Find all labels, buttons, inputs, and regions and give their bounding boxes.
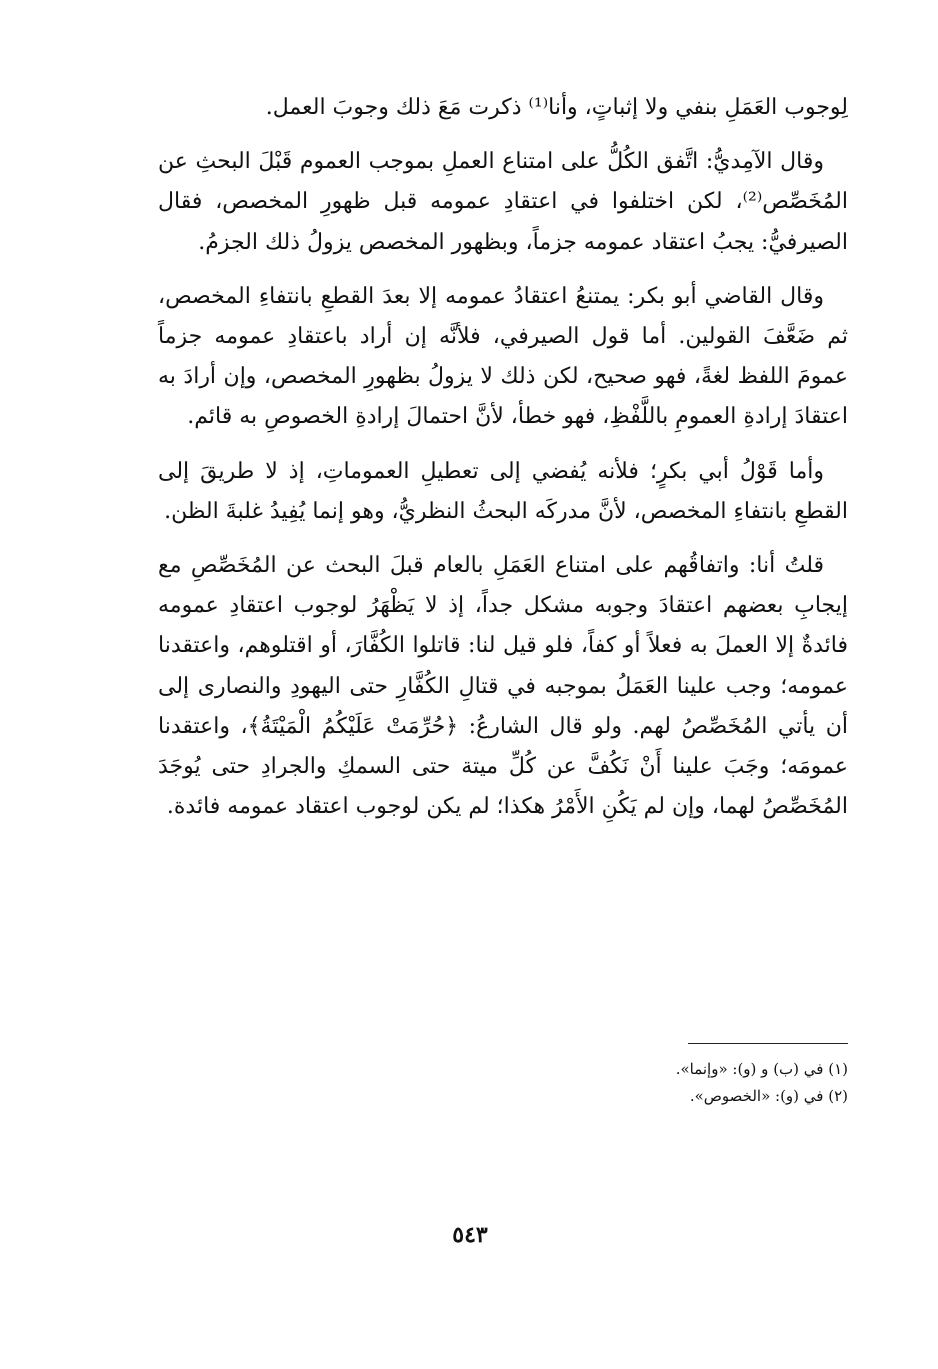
paragraph-5: قلتُ أنا: واتفاقُهم على امتناع العَمَلِ بالعام قبلَ البحث عن المُخَصِّصِ مع إيجابِ بعضهم اعتقادَ وجوبه مشكل جداً، إذ لا يَظْهَرُ لوجوب اعتقادِ عمومه فائدةٌ إلا العملَ به فعلاً أو كفاً، فلو قيل لنا: قاتلوا الكُفَّارَ، أو اقتلوهم، واعتقدنا عمومه؛ وجب علينا العَمَلُ بموجبه في قتالِ الكُفَّارِ حتى اليهودِ والنصارى إلى أن يأتي المُخَصِّصُ لهم. ولو قال الشارعُ: ﴿حُرِّمَتْ عَلَيْكُمُ الْمَيْتَةُ﴾، واعتقدنا عمومَه؛ وجَبَ علينا أَنْ نَكُفَّ عن كُلِّ ميتة حتى السمكِ والجرادِ حتى يُوجَدَ المُخَصِّصُ لهما، وإن لم يَكُنِ الأَمْرُ هكذا؛ لم يكن لوجوب اعتقاد عمومه فائدة. [158,553,848,820]
paragraph-2: وقال الآمِديُّ: اتَّفق الكُلُّ على امتناع العملِ بموجب العموم قَبْلَ البحثِ عن المُخَصِّص⁽²⁾، لكن اختلفوا في اعتقادِ عمومه قبل ظهورِ المخصص، فقال الصيرفيُّ: يجبُ اعتقاد عمومه جزماً، وبظهور المخصص يزولُ ذلك الجزمُ. [158,149,848,255]
footnote-2: (٢) في (و): «الخصوص». [689,1087,848,1105]
main-text [158,88,848,827]
footnote-divider [688,1043,848,1044]
page-number: ٥٤٣ [452,1222,488,1248]
paragraph-4: وأما قَوْلُ أبي بكرٍ؛ فلأنه يُفضي إلى تعطيلِ العموماتِ، إذ لا طريقَ إلى القطعِ بانتفاءِ المخصص، لأنَّ مدركَه البحثُ النظريُّ، وهو إنما يُفِيدُ غلبةَ الظن. [158,458,848,524]
paragraph-1: لِوجوب العَمَلِ بنفي ولا إثباتٍ، وأنا⁽¹⁾ ذكرت مَعَ ذلك وجوبَ العمل. [265,95,848,120]
footnotes [458,1056,848,1110]
paragraph-3: وقال القاضي أبو بكر: يمتنعُ اعتقادُ عمومه إلا بعدَ القطعِ بانتفاءِ المخصص، ثم ضَعَّفَ القولين. أما قول الصيرفي، فلأنَّه إن أراد باعتقادِ عمومه جزماً عمومَ اللفظ لغةً، فهو صحيح، لكن ذلك لا يزولُ بظهورِ المخصص، وإن أرادَ به اعتقادَ إرادةِ العمومِ باللَّفْظِ، فهو خطأ، لأنَّ احتمالَ إرادةِ الخصوصِ به قائم. [158,283,848,430]
footnote-1: (١) في (ب) و (و): «وإنما». [675,1060,848,1078]
